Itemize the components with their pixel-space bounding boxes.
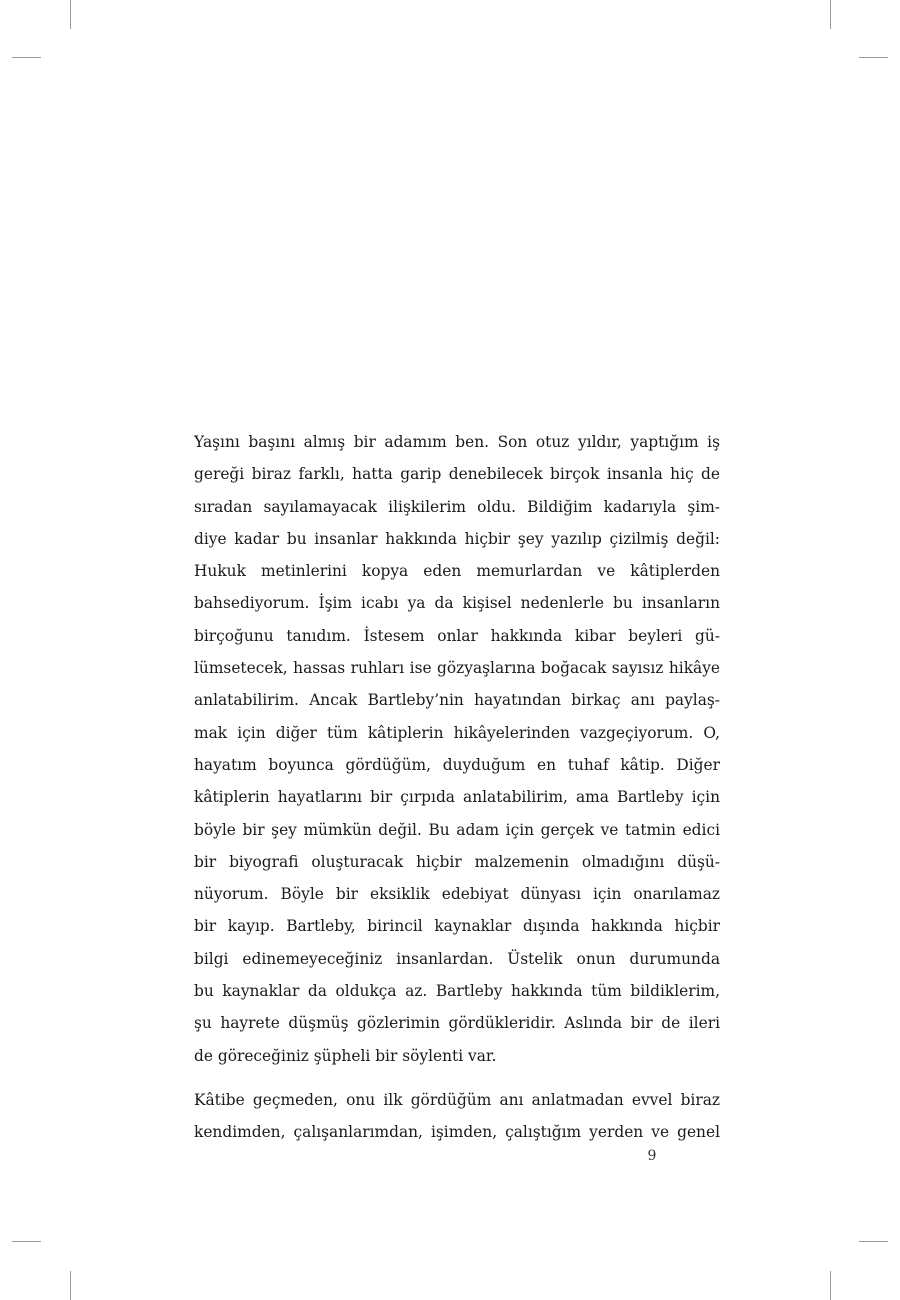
paragraph-2 (194, 1084, 720, 1149)
text-line: kâtiplerin hayatlarını bir çırpıda anlatabilirim, ama Bartleby için (194, 788, 720, 807)
crop-mark-top-right-h (859, 57, 888, 58)
crop-mark-top-left (70, 0, 71, 29)
text-line: şu hayrete düşmüş gözlerimin gördükleridir. Aslında bir de ileri (194, 1014, 720, 1033)
text-line: mak için diğer tüm kâtiplerin hikâyelerinden vazgeçiyorum. O, (194, 723, 720, 742)
crop-mark-bottom-right-h (859, 1241, 888, 1242)
text-line: Yaşını başını almış bir adamım ben. Son otuz yıldır, yaptığım iş (194, 433, 720, 451)
text-line: diye kadar bu insanlar hakkında hiçbir şey yazılıp çizilmiş değil: (194, 529, 720, 548)
text-line: sıradan sayılamayacak ilişkilerim oldu. Bildiğim kadarıyla şim- (194, 497, 720, 516)
crop-mark-bottom-right (830, 1271, 831, 1300)
text-line: bir kayıp. Bartleby, birincil kaynaklar dışında hakkında hiçbir (194, 917, 720, 936)
paragraph-1 (194, 426, 720, 1072)
text-line: Hukuk metinlerini kopya eden memurlardan ve kâtiplerden (194, 562, 720, 581)
crop-mark-top-left-h (12, 57, 41, 58)
text-line: böyle bir şey mümkün değil. Bu adam için gerçek ve tatmin edici (194, 820, 720, 839)
text-line: hayatım boyunca gördüğüm, duyduğum en tuhaf kâtip. Diğer (194, 755, 720, 774)
text-line: bahsediyorum. İşim icabı ya da kişisel nedenlerle bu insanların (194, 594, 720, 613)
text-line: de göreceğiniz şüpheli bir söylenti var. (194, 1046, 497, 1065)
text-line: bir biyografi oluşturacak hiçbir malzemenin olmadığını düşü- (194, 852, 720, 871)
text-line: Kâtibe geçmeden, onu ilk gördüğüm anı anlatmadan evvel biraz (194, 1090, 720, 1109)
text-line: bilgi edinemeyeceğiniz insanlardan. Üstelik onun durumunda (194, 949, 720, 968)
text-line: birçoğunu tanıdım. İstesem onlar hakkında kibar beyleri gü- (194, 626, 720, 645)
text-line: gereği biraz farklı, hatta garip denebilecek birçok insanla hiç de (194, 465, 720, 484)
text-line: kendimden, çalışanlarımdan, işimden, çalıştığım yerden ve genel (194, 1123, 720, 1142)
body-text (194, 426, 720, 1149)
text-line: bu kaynaklar da oldukça az. Bartleby hakkında tüm bildiklerim, (194, 982, 720, 1001)
text-line: nüyorum. Böyle bir eksiklik edebiyat dünyası için onarılamaz (194, 885, 720, 904)
text-line: lümsetecek, hassas ruhları ise gözyaşlarına boğacak sayısız hikâye (194, 659, 720, 678)
text-line: anlatabilirim. Ancak Bartleby’nin hayatından birkaç anı paylaş- (194, 691, 720, 710)
crop-mark-bottom-left (70, 1271, 71, 1300)
crop-mark-bottom-left-h (12, 1241, 41, 1242)
page-number: 9 (647, 1148, 657, 1164)
crop-mark-top-right (830, 0, 831, 29)
